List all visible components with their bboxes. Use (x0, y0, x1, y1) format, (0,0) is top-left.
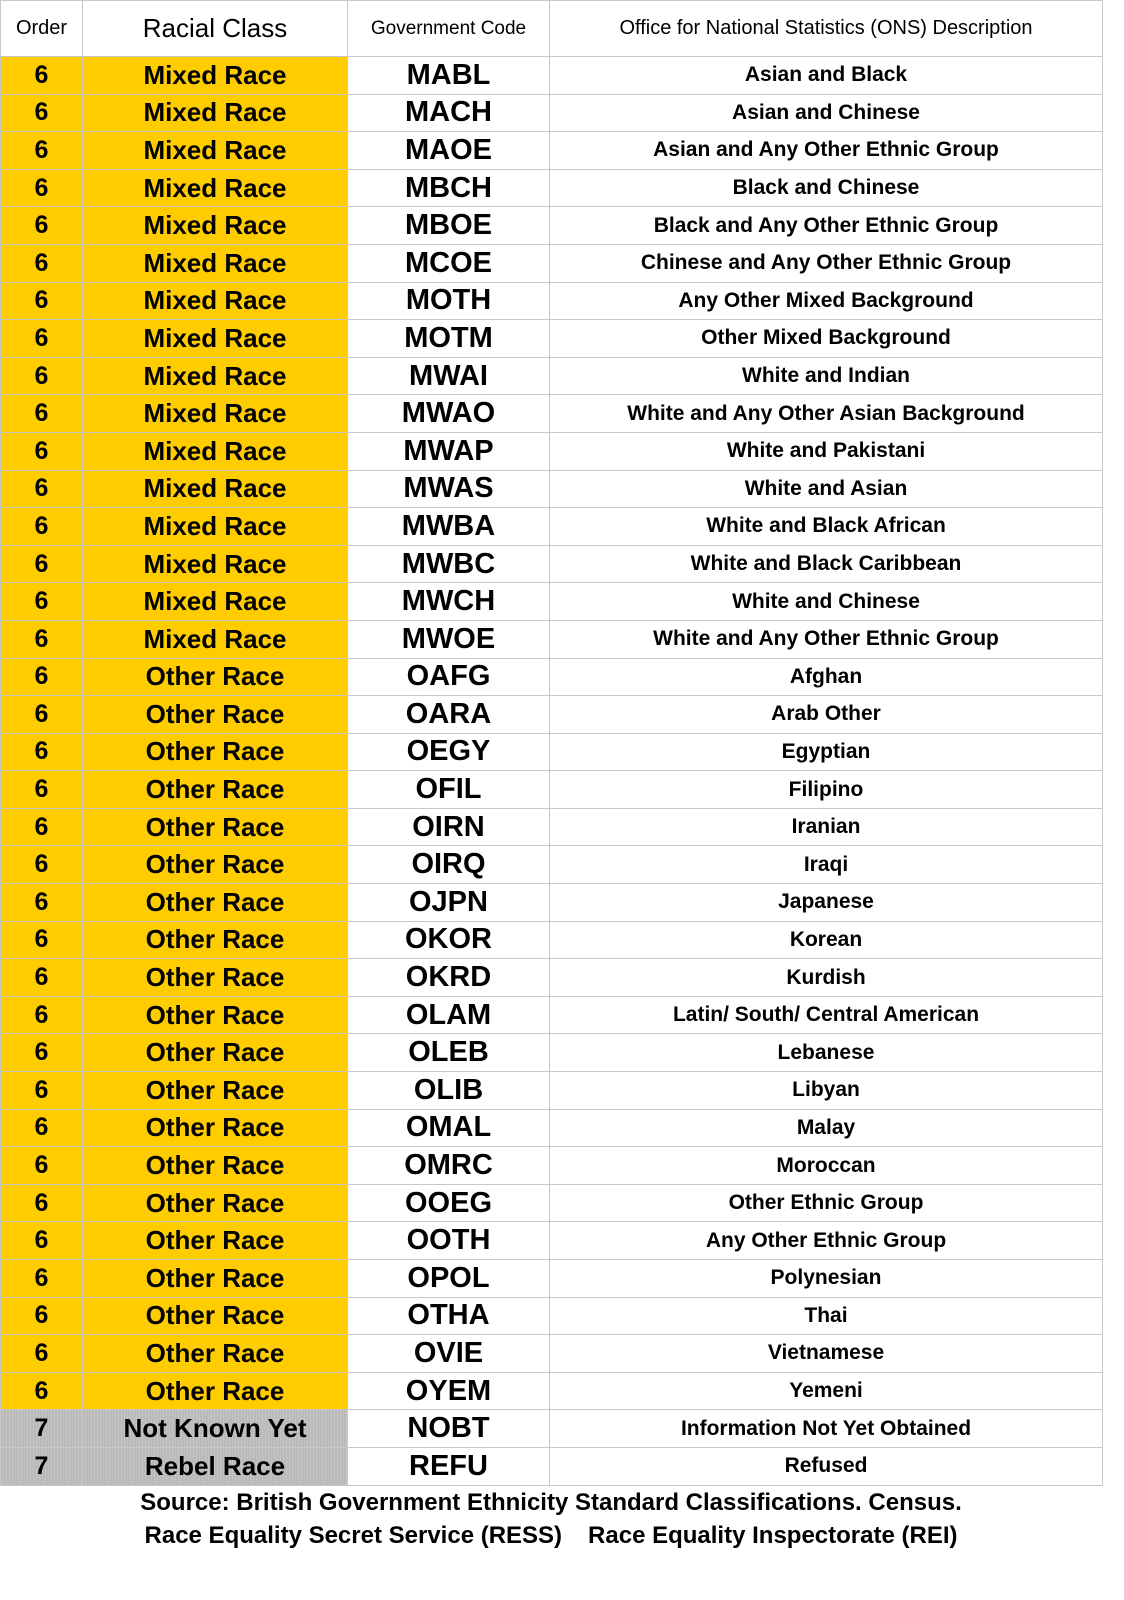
government-code-cell: MOTM (348, 320, 550, 358)
table-row (1, 1034, 1103, 1072)
ons-description-cell: Vietnamese (550, 1335, 1103, 1373)
ons-description-cell: Libyan (550, 1072, 1103, 1110)
government-code-cell: MABL (348, 57, 550, 95)
table-row (1, 583, 1103, 621)
government-code-cell: OMAL (348, 1109, 550, 1147)
ons-description-cell: Other Ethnic Group (550, 1184, 1103, 1222)
rei-label: Race Equality Inspectorate (REI) (588, 1522, 958, 1549)
government-code-cell: MWCH (348, 583, 550, 621)
government-code-cell: OKRD (348, 959, 550, 997)
ons-description-cell: Asian and Chinese (550, 94, 1103, 132)
order-cell: 6 (1, 733, 83, 771)
racial-class-cell: Mixed Race (83, 282, 348, 320)
racial-class-cell: Mixed Race (83, 395, 348, 433)
racial-class-cell: Other Race (83, 1109, 348, 1147)
racial-class-cell: Mixed Race (83, 207, 348, 245)
racial-class-cell: Other Race (83, 1072, 348, 1110)
ons-description-cell: White and Indian (550, 357, 1103, 395)
table-row (1, 921, 1103, 959)
ons-description-cell: White and Chinese (550, 583, 1103, 621)
ons-description-cell: Korean (550, 921, 1103, 959)
order-cell: 6 (1, 508, 83, 546)
racial-class-cell: Rebel Race (83, 1447, 348, 1485)
ons-description-cell: Moroccan (550, 1147, 1103, 1185)
ons-description-cell: Lebanese (550, 1034, 1103, 1072)
racial-class-cell: Other Race (83, 1260, 348, 1298)
table-row (1, 1335, 1103, 1373)
ons-description-cell: White and Asian (550, 470, 1103, 508)
government-code-cell: OLEB (348, 1034, 550, 1072)
table-row (1, 1222, 1103, 1260)
racial-class-cell: Other Race (83, 959, 348, 997)
racial-class-cell: Other Race (83, 1222, 348, 1260)
racial-class-cell: Mixed Race (83, 320, 348, 358)
source-footer (0, 1486, 1102, 1552)
government-code-cell: OJPN (348, 884, 550, 922)
ons-description-cell: White and Black African (550, 508, 1103, 546)
government-code-cell: OTHA (348, 1297, 550, 1335)
table-row (1, 545, 1103, 583)
government-code-cell: MBOE (348, 207, 550, 245)
government-code-cell: MOTH (348, 282, 550, 320)
racial-class-cell: Mixed Race (83, 357, 348, 395)
table-row (1, 57, 1103, 95)
order-cell: 6 (1, 771, 83, 809)
ons-description-cell: Filipino (550, 771, 1103, 809)
ons-description-cell: White and Any Other Ethnic Group (550, 620, 1103, 658)
table-row (1, 1184, 1103, 1222)
ons-description-cell: Arab Other (550, 696, 1103, 734)
ons-description-cell: Yemeni (550, 1372, 1103, 1410)
racial-class-cell: Other Race (83, 1034, 348, 1072)
racial-class-cell: Other Race (83, 1297, 348, 1335)
table-row (1, 94, 1103, 132)
table-row (1, 733, 1103, 771)
table-row (1, 771, 1103, 809)
racial-class-cell: Other Race (83, 1372, 348, 1410)
government-code-cell: MWBA (348, 508, 550, 546)
order-cell: 6 (1, 583, 83, 621)
racial-class-cell: Other Race (83, 696, 348, 734)
table-row (1, 620, 1103, 658)
order-cell: 6 (1, 545, 83, 583)
ons-description-cell: Black and Chinese (550, 169, 1103, 207)
table-row (1, 244, 1103, 282)
table-row (1, 808, 1103, 846)
order-cell: 6 (1, 1109, 83, 1147)
government-code-cell: OLAM (348, 996, 550, 1034)
ons-description-cell: Any Other Ethnic Group (550, 1222, 1103, 1260)
government-code-cell: MAOE (348, 132, 550, 170)
ons-description-cell: Black and Any Other Ethnic Group (550, 207, 1103, 245)
order-cell: 6 (1, 846, 83, 884)
table-row (1, 1297, 1103, 1335)
order-cell: 6 (1, 1184, 83, 1222)
ons-description-cell: White and Black Caribbean (550, 545, 1103, 583)
government-code-cell: OLIB (348, 1072, 550, 1110)
order-cell: 7 (1, 1410, 83, 1448)
order-cell: 6 (1, 884, 83, 922)
racial-class-cell: Other Race (83, 1147, 348, 1185)
racial-class-cell: Other Race (83, 996, 348, 1034)
order-cell: 6 (1, 1260, 83, 1298)
government-code-cell: MWAS (348, 470, 550, 508)
ons-description-cell: Information Not Yet Obtained (550, 1410, 1103, 1448)
order-cell: 6 (1, 1335, 83, 1373)
government-code-cell: MWOE (348, 620, 550, 658)
ons-description-cell: Refused (550, 1447, 1103, 1485)
racial-class-cell: Mixed Race (83, 508, 348, 546)
government-code-cell: MWBC (348, 545, 550, 583)
order-cell: 6 (1, 432, 83, 470)
racial-class-cell: Mixed Race (83, 244, 348, 282)
ons-description-cell: Malay (550, 1109, 1103, 1147)
ons-description-cell: White and Any Other Asian Background (550, 395, 1103, 433)
ons-description-cell: White and Pakistani (550, 432, 1103, 470)
ons-description-column-header: Office for National Statistics (ONS) Description (550, 1, 1103, 57)
order-cell: 6 (1, 620, 83, 658)
order-cell: 6 (1, 57, 83, 95)
table-row (1, 357, 1103, 395)
order-cell: 6 (1, 357, 83, 395)
ons-description-cell: Kurdish (550, 959, 1103, 997)
government-code-cell: MWAI (348, 357, 550, 395)
order-cell: 6 (1, 207, 83, 245)
table-row (1, 1147, 1103, 1185)
racial-class-cell: Mixed Race (83, 583, 348, 621)
ons-description-cell: Thai (550, 1297, 1103, 1335)
table-row (1, 1372, 1103, 1410)
government-code-cell: MWAP (348, 432, 550, 470)
ress-label: Race Equality Secret Service (RESS) (144, 1522, 563, 1549)
order-cell: 6 (1, 244, 83, 282)
order-cell: 6 (1, 1147, 83, 1185)
table-row (1, 959, 1103, 997)
table-row (1, 1410, 1103, 1448)
government-code-cell: MACH (348, 94, 550, 132)
table-row (1, 132, 1103, 170)
racial-class-cell: Mixed Race (83, 132, 348, 170)
ons-description-cell: Chinese and Any Other Ethnic Group (550, 244, 1103, 282)
government-code-cell: OKOR (348, 921, 550, 959)
government-code-cell: OFIL (348, 771, 550, 809)
racial-class-cell: Mixed Race (83, 432, 348, 470)
table-row (1, 432, 1103, 470)
order-cell: 6 (1, 395, 83, 433)
government-code-cell: OYEM (348, 1372, 550, 1410)
racial-class-cell: Other Race (83, 733, 348, 771)
organizations-line (0, 1519, 1102, 1552)
order-column-header: Order (1, 1, 83, 57)
government-code-column-header: Government Code (348, 1, 550, 57)
table-row (1, 1447, 1103, 1485)
government-code-cell: OOEG (348, 1184, 550, 1222)
table-row (1, 658, 1103, 696)
government-code-cell: NOBT (348, 1410, 550, 1448)
order-cell: 6 (1, 132, 83, 170)
government-code-cell: MBCH (348, 169, 550, 207)
table-row (1, 470, 1103, 508)
order-cell: 7 (1, 1447, 83, 1485)
table-row (1, 282, 1103, 320)
racial-class-cell: Mixed Race (83, 169, 348, 207)
ons-description-cell: Afghan (550, 658, 1103, 696)
table-row (1, 508, 1103, 546)
order-cell: 6 (1, 996, 83, 1034)
racial-class-cell: Mixed Race (83, 470, 348, 508)
racial-class-cell: Other Race (83, 846, 348, 884)
racial-class-cell: Mixed Race (83, 545, 348, 583)
table-body (1, 57, 1103, 1486)
ons-description-cell: Latin/ South/ Central American (550, 996, 1103, 1034)
government-code-cell: OAFG (348, 658, 550, 696)
order-cell: 6 (1, 94, 83, 132)
ons-description-cell: Asian and Black (550, 57, 1103, 95)
table-row (1, 320, 1103, 358)
table-row (1, 996, 1103, 1034)
table-row (1, 884, 1103, 922)
racial-class-cell: Other Race (83, 921, 348, 959)
government-code-cell: OEGY (348, 733, 550, 771)
order-cell: 6 (1, 1222, 83, 1260)
order-cell: 6 (1, 658, 83, 696)
government-code-cell: OIRN (348, 808, 550, 846)
ons-description-cell: Egyptian (550, 733, 1103, 771)
order-cell: 6 (1, 808, 83, 846)
government-code-cell: OVIE (348, 1335, 550, 1373)
table-row (1, 1260, 1103, 1298)
racial-class-cell: Other Race (83, 1335, 348, 1373)
ons-description-cell: Polynesian (550, 1260, 1103, 1298)
order-cell: 6 (1, 470, 83, 508)
table-row (1, 395, 1103, 433)
ons-description-cell: Iraqi (550, 846, 1103, 884)
racial-class-cell: Other Race (83, 884, 348, 922)
order-cell: 6 (1, 1072, 83, 1110)
racial-class-cell: Mixed Race (83, 620, 348, 658)
order-cell: 6 (1, 282, 83, 320)
government-code-cell: MCOE (348, 244, 550, 282)
government-code-cell: MWAO (348, 395, 550, 433)
table-row (1, 169, 1103, 207)
racial-class-cell: Mixed Race (83, 94, 348, 132)
order-cell: 6 (1, 169, 83, 207)
ons-description-cell: Japanese (550, 884, 1103, 922)
racial-class-cell: Other Race (83, 1184, 348, 1222)
ons-description-cell: Any Other Mixed Background (550, 282, 1103, 320)
racial-class-cell: Not Known Yet (83, 1410, 348, 1448)
table-row (1, 846, 1103, 884)
source-line: Source: British Government Ethnicity Standard Classifications. Census. (140, 1489, 962, 1516)
ons-description-cell: Other Mixed Background (550, 320, 1103, 358)
order-cell: 6 (1, 959, 83, 997)
table-row (1, 1109, 1103, 1147)
government-code-cell: OIRQ (348, 846, 550, 884)
order-cell: 6 (1, 320, 83, 358)
ons-description-cell: Iranian (550, 808, 1103, 846)
ons-description-cell: Asian and Any Other Ethnic Group (550, 132, 1103, 170)
racial-class-cell: Mixed Race (83, 57, 348, 95)
government-code-cell: OOTH (348, 1222, 550, 1260)
order-cell: 6 (1, 921, 83, 959)
government-code-cell: OPOL (348, 1260, 550, 1298)
racial-class-column-header: Racial Class (83, 1, 348, 57)
racial-class-cell: Other Race (83, 658, 348, 696)
table-row (1, 207, 1103, 245)
table-row (1, 1072, 1103, 1110)
header-row (1, 1, 1103, 57)
table-row (1, 696, 1103, 734)
order-cell: 6 (1, 1297, 83, 1335)
government-code-cell: REFU (348, 1447, 550, 1485)
government-code-cell: OARA (348, 696, 550, 734)
racial-class-cell: Other Race (83, 808, 348, 846)
order-cell: 6 (1, 1034, 83, 1072)
racial-class-cell: Other Race (83, 771, 348, 809)
order-cell: 6 (1, 696, 83, 734)
order-cell: 6 (1, 1372, 83, 1410)
government-code-cell: OMRC (348, 1147, 550, 1185)
